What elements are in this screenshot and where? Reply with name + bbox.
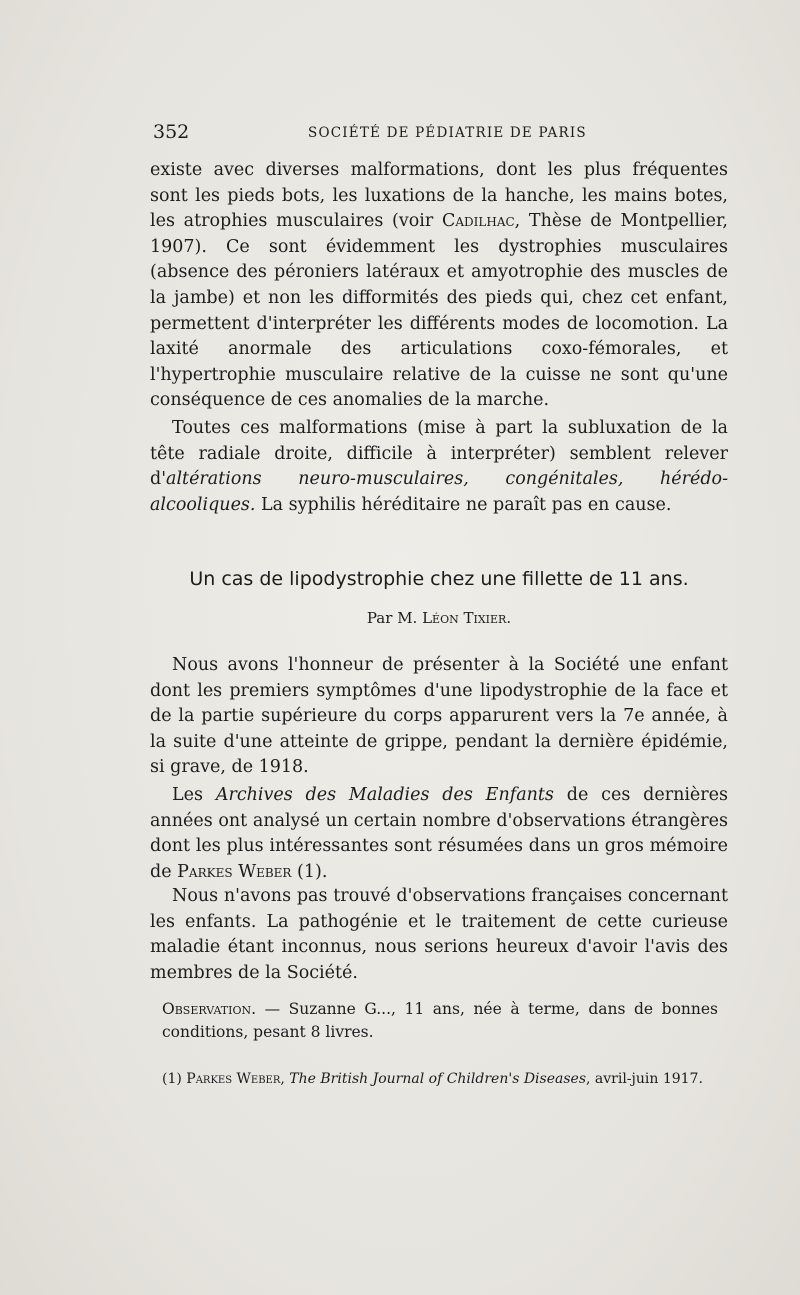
paragraph-text: La syphilis héréditaire ne paraît pas en cause.: [255, 494, 672, 515]
paragraph-introduction: Nous avons l'honneur de présenter à la Société une enfant dont les premiers symptômes d'une lipodystrophie de la face et de la partie supérieure du corps apparurent vers la 7e année, à la suite d'une atteinte de grippe, pendant la dernière épidémie, si grave, de 1918.: [150, 655, 728, 778]
page-header: [153, 120, 723, 144]
paragraph-malformations: [150, 158, 728, 414]
footnote-reference: (1).: [291, 861, 328, 882]
journal-title: Archives des Maladies des Enfants: [215, 785, 554, 805]
author-name: Parkes Weber: [177, 861, 292, 882]
paragraph-text: Les: [172, 785, 216, 805]
footnote-journal: The British Journal of Children's Diseases: [289, 1071, 586, 1087]
byline: [150, 607, 728, 629]
footnote: [162, 1068, 732, 1090]
footnote-marker: (1): [162, 1071, 187, 1087]
italic-phrase: altérations neuro-musculaires, congénitales, hérédo-alcooliques.: [150, 469, 728, 515]
paragraph-text: Toutes ces malformations (mise à part la subluxation de la tête radiale droite, difficile à interpréter) semblent relever d': [150, 418, 728, 490]
article-title: Un cas de lipodystrophie chez une fillette de 11 ans.: [189, 568, 689, 590]
paragraph-text: , Thèse de Montpellier, 1907). Ce sont évidemment les dystrophies musculaires (absence des péroniers latéraux et amyotrophie des muscles de la jambe) et non les difformités des pieds qui, chez cet enfant, permettent d'interpréter les différents modes de locomotion. La laxité anormale des articulations coxo-fémorales, et l'hypertrophie musculaire relative de la cuisse ne sont qu'une conséquence de ces anomalies de la marche.: [150, 211, 728, 411]
observation-label: Observation.: [162, 1000, 257, 1018]
running-title: SOCIÉTÉ DE PÉDIATRIE DE PARIS: [308, 125, 587, 141]
paragraph-conclusion: [150, 416, 728, 518]
byline-author: Léon Tixier.: [422, 609, 512, 627]
footnote-separator: ,: [280, 1071, 290, 1087]
paragraph-text: de ces dernières années ont analysé un certain nombre d'observations étrangères dont les plus intéressantes sont résumées dans un gros mémoire de: [150, 785, 728, 882]
footnote-text: , avril-juin 1917.: [586, 1071, 703, 1087]
author-name: Cadilhac: [441, 211, 515, 232]
paragraph-request: Nous n'avons pas trouvé d'observations françaises concernant les enfants. La pathogénie et le traitement de cette curieuse maladie étant inconnus, nous serions heureux d'avoir l'avis des membres de la Société.: [150, 886, 728, 983]
observation-text: — Suzanne G..., 11 ans, née à terme, dans de bonnes conditions, pesant 8 livres.: [162, 1000, 718, 1041]
byline-prefix: Par M.: [366, 609, 423, 627]
paragraph-text: existe avec diverses malformations, dont les plus fréquentes sont les pieds bots, les luxations de la hanche, les mains botes, les atrophies musculaires (voir: [150, 160, 728, 232]
footnote-author: Parkes Weber: [186, 1071, 281, 1087]
observation-paragraph: [162, 998, 718, 1044]
page-number: 352: [153, 121, 190, 143]
paragraph-archives: [150, 783, 728, 885]
